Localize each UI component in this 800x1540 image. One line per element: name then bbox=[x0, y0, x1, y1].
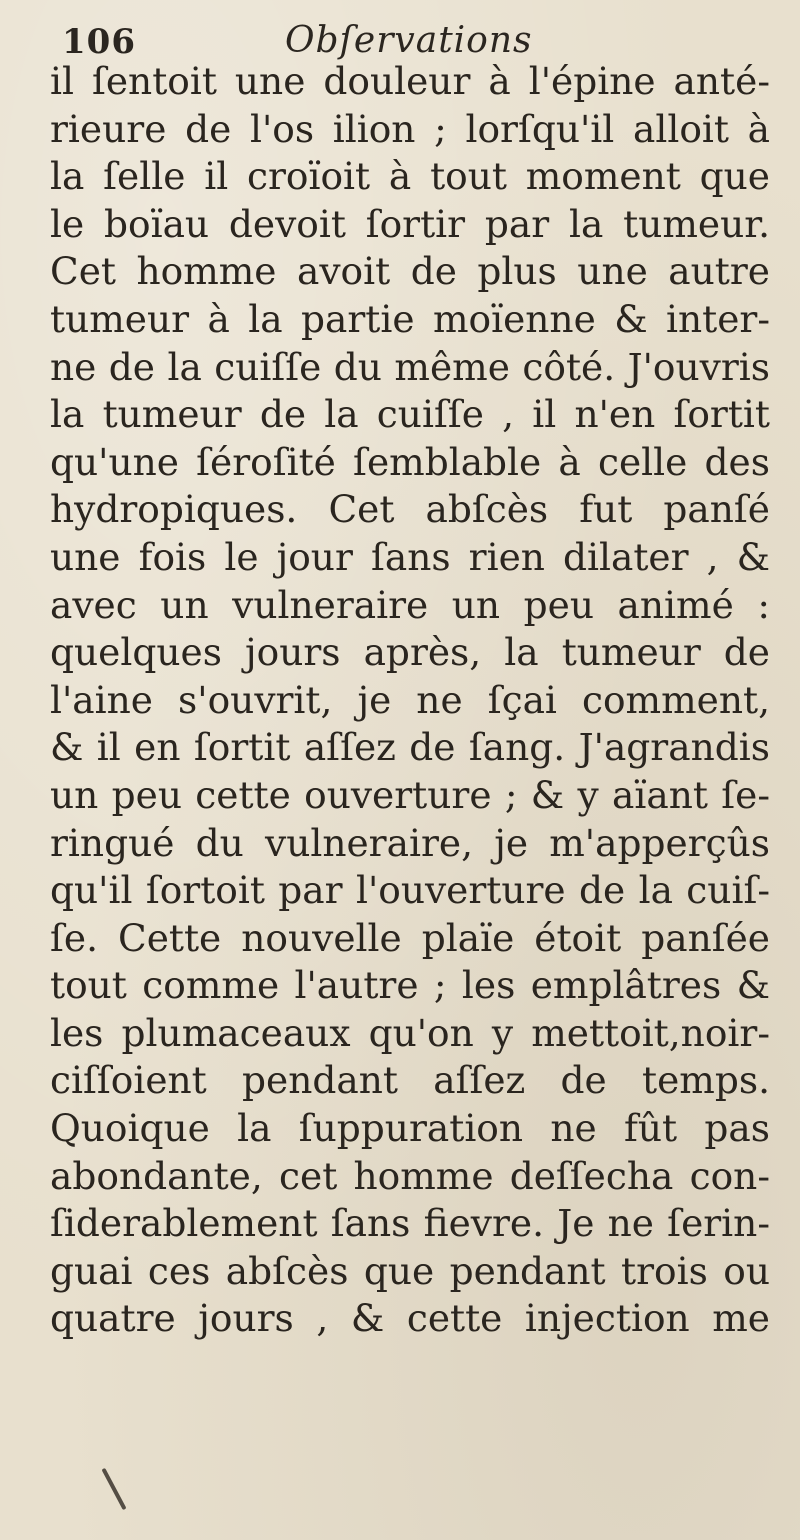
text-line: il ſentoit une douleur à l'épine anté- bbox=[50, 59, 770, 103]
text-line: rieure de l'os ilion ; lorſqu'il alloit à bbox=[50, 106, 770, 151]
text-line: ringué du vulneraire, je m'apperçûs bbox=[50, 820, 770, 865]
text-line: ciſſoient pendant aſſez de temps. bbox=[50, 1058, 770, 1103]
body-text bbox=[50, 58, 770, 1343]
text-line: tumeur à la partie moïenne & inter- bbox=[50, 296, 770, 341]
text-line: tout comme l'autre ; les emplâtres & bbox=[50, 963, 770, 1008]
text-line: une fois le jour ſans rien dilater , & bbox=[50, 534, 770, 579]
text-line: qu'une ſéroſité ſemblable à celle des bbox=[50, 439, 770, 484]
text-line: les plumaceaux qu'on y mettoit,noir- bbox=[50, 1010, 770, 1055]
page-number: 106 bbox=[62, 22, 136, 62]
ink-mark bbox=[101, 1468, 126, 1510]
text-line: ſe. Cette nouvelle plaïe étoit panſée bbox=[50, 915, 770, 960]
text-line: Cet homme avoit de plus une autre bbox=[50, 249, 770, 294]
running-title: Obſervations bbox=[285, 20, 533, 61]
text-line: & il en ſortit aſſez de ſang. J'agrandis bbox=[50, 725, 770, 770]
text-line: Quoique la ſuppuration ne fût pas bbox=[50, 1106, 770, 1151]
text-line: le boïau devoit ſortir par la tumeur. bbox=[50, 201, 770, 246]
text-line: l'aine s'ouvrit, je ne ſçai comment, bbox=[50, 677, 770, 722]
text-line: qu'il ſortoit par l'ouverture de la cuiſ- bbox=[50, 868, 770, 913]
text-line: hydropiques. Cet abſcès fut panſé bbox=[50, 487, 770, 532]
text-line: guai ces abſcès que pendant trois ou bbox=[50, 1248, 770, 1293]
text-line: quelques jours après, la tumeur de bbox=[50, 630, 770, 675]
text-line: ne de la cuiſſe du même côté. J'ouvris bbox=[50, 344, 770, 389]
text-line: quatre jours , & cette injection me bbox=[50, 1296, 770, 1341]
text-line: la tumeur de la cuiſſe , il n'en ſortit bbox=[50, 392, 770, 437]
text-line: un peu cette ouverture ; & y aïant ſe- bbox=[50, 772, 770, 817]
text-line: ſiderablement ſans fievre. Je ne ſerin- bbox=[50, 1201, 770, 1246]
text-line: abondante, cet homme deſſecha con- bbox=[50, 1153, 770, 1198]
text-line: la ſelle il croïoit à tout moment que bbox=[50, 154, 770, 199]
page-header bbox=[40, 20, 760, 60]
text-line: avec un vulneraire un peu animé : bbox=[50, 582, 770, 627]
